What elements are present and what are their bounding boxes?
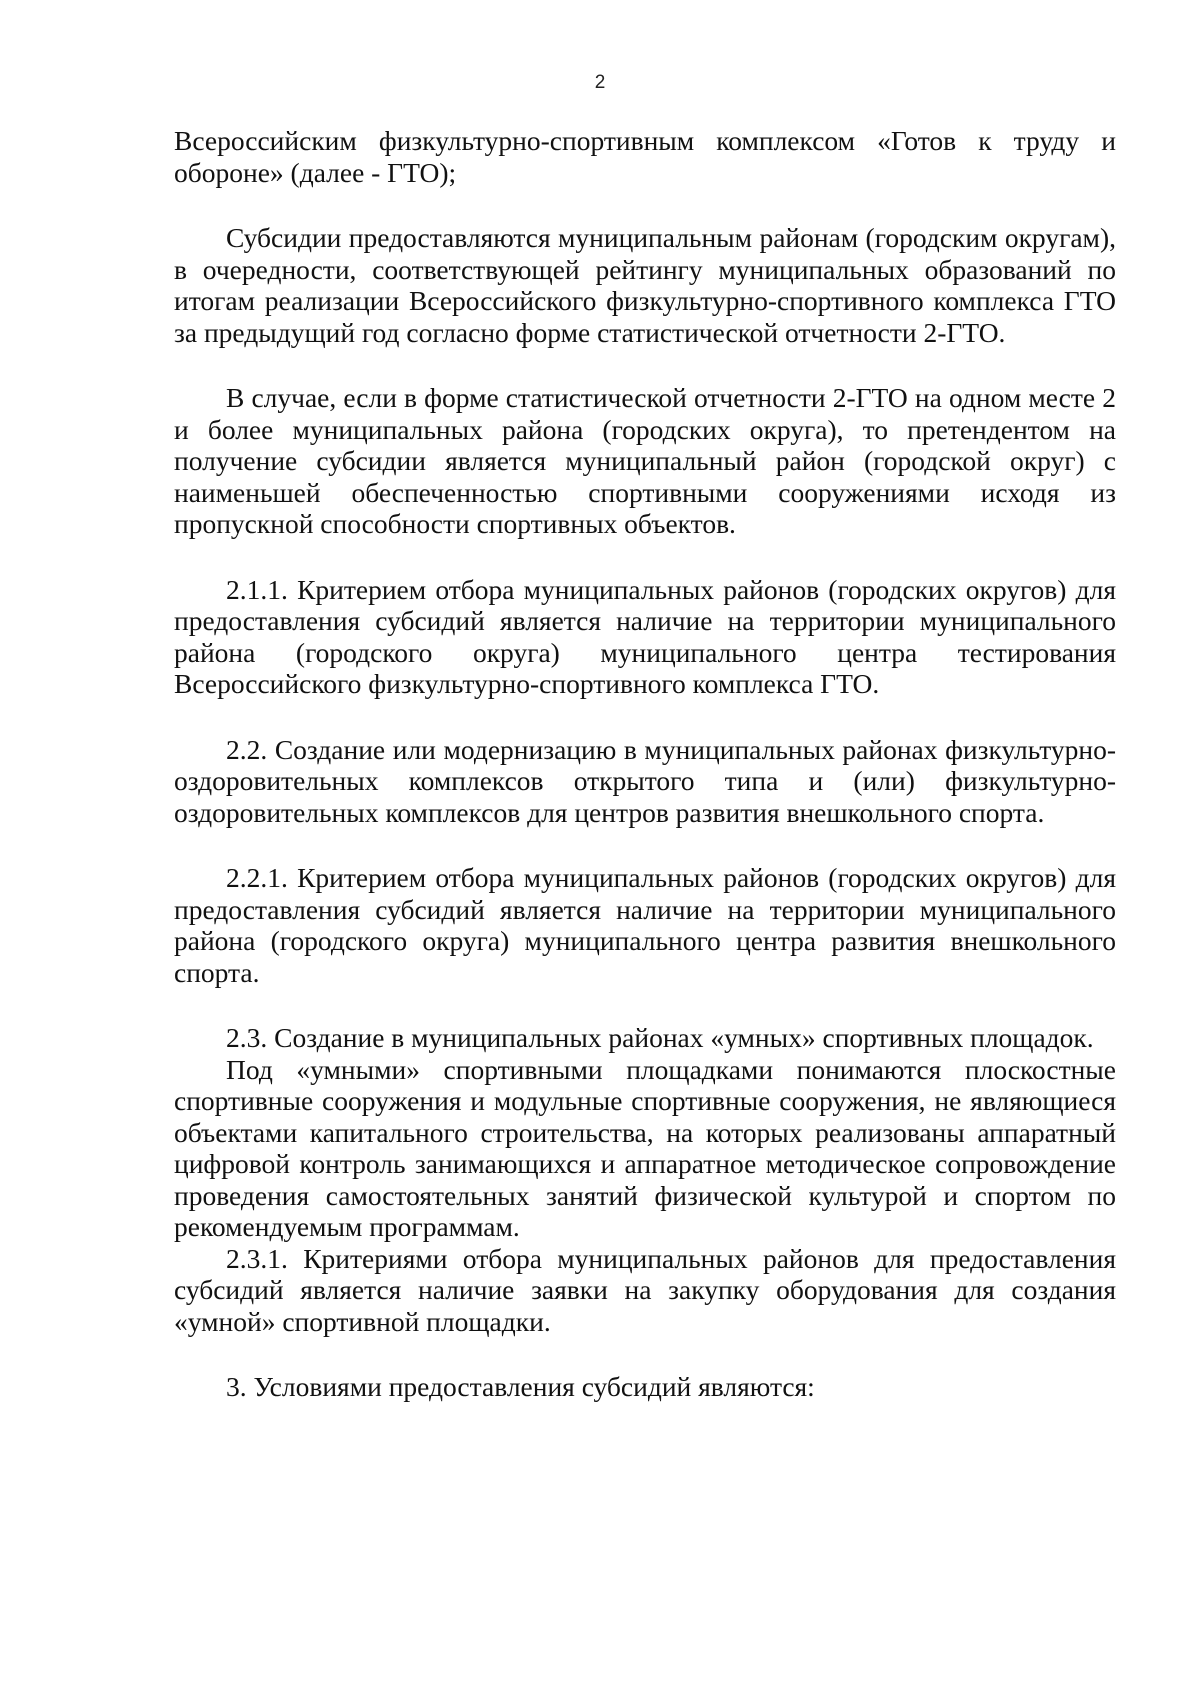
paragraph-tie-case: В случае, если в форме статистической отчетности 2-ГТО на одном месте 2 и более муниципальных района (городских округа), то претендентом на получение субсидии является муниципальный район (городской округ) с наименьшей обеспеченностью спортивными сооружениями исходя из пропускной способности спортивных объектов. (174, 382, 1116, 539)
paragraph-3-conditions: 3. Условиями предоставления субсидий являются: (226, 1371, 815, 1402)
page-number: 2 (594, 72, 606, 93)
paragraph-2-1-1: 2.1.1. Критерием отбора муниципальных районов (городских округов) для предоставления субсидий является наличие на территории муниципального района (городского округа) муниципального центра тестирования Всероссийского физкультурно-спортивного комплекса ГТО. (174, 573, 1116, 699)
document-body (174, 125, 1116, 1403)
paragraph-gto-continuation: Всероссийским физкультурно-спортивным комплексом «Готов к труду и обороне» (далее - ГТО); (174, 125, 1116, 188)
paragraph-2-3: 2.3. Создание в муниципальных районах «умных» спортивных площадок. (226, 1022, 1094, 1053)
paragraph-2-3-1: 2.3.1. Критериями отбора муниципальных районов для предоставления субсидий является наличие заявки на закупку оборудования для создания «умной» спортивной площадки. (174, 1242, 1116, 1337)
paragraph-subsidy-order: Субсидии предоставляются муниципальным районам (городским округам), в очередности, соответствующей рейтингу муниципальных образований по итогам реализации Всероссийского физкультурно-спортивного комплекса ГТО за предыдущий год согласно форме статистической отчетности 2-ГТО. (174, 222, 1116, 348)
paragraph-2-2-1: 2.2.1. Критерием отбора муниципальных районов (городских округов) для предоставления субсидий является наличие на территории муниципального района (городского округа) муниципального центра развития внешкольного спорта. (174, 862, 1116, 988)
paragraph-2-2: 2.2. Создание или модернизацию в муниципальных районах физкультурно-оздоровительных комплексов открытого типа и (или) физкультурно-оздоровительных комплексов для центров развития внешкольного спорта. (174, 733, 1116, 828)
paragraph-smart-definition: Под «умными» спортивными площадками понимаются плоскостные спортивные сооружения и модульные спортивные сооружения, не являющиеся объектами капитального строительства, на которых реализованы аппаратный цифровой контроль занимающихся и аппаратное методическое сопровождение проведения самостоятельных занятий физической культурой и спортом по рекомендуемым программам. (174, 1053, 1116, 1242)
